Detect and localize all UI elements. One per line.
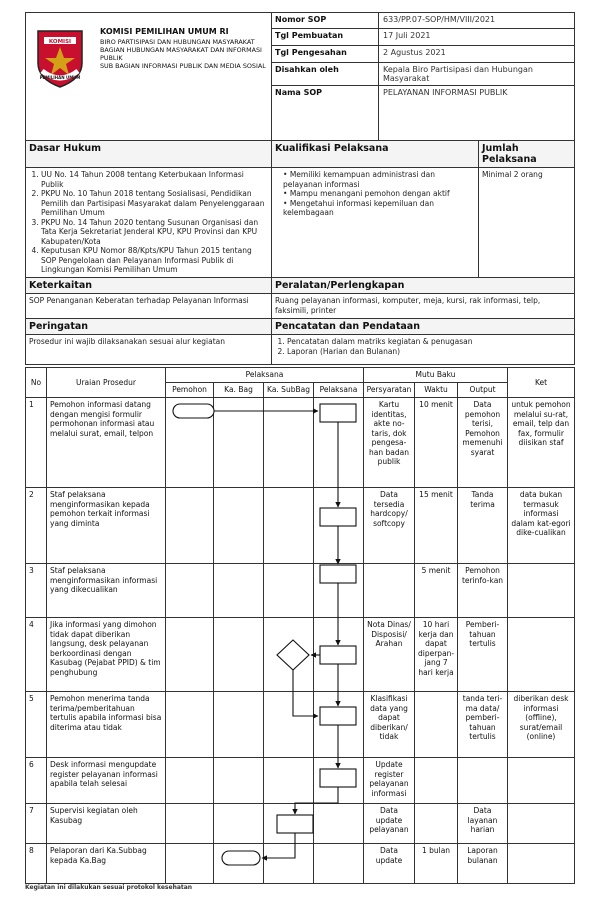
- logo-bottom-text: PEMILIHAN UMUM: [39, 75, 81, 80]
- lane-pelaksana: [314, 618, 364, 692]
- equipment-title: Peralatan/Perlengkapan: [272, 278, 575, 294]
- step-output: Data pemohon terisi, Pemohon memenuhi syarat: [458, 398, 508, 488]
- related-value: SOP Penanganan Keberatan terhadap Pelayanan Informasi: [26, 294, 272, 319]
- step-note: untuk pemohon melalui su-rat, email, telp dan fax, formulir diisikan staf: [508, 398, 575, 488]
- lane-pelaksana: [314, 804, 364, 844]
- col-waktu: Waktu: [415, 383, 458, 398]
- step-output: Laporan bulanan: [458, 844, 508, 884]
- lane-kasubbag: [264, 758, 314, 804]
- recording-item: 2. Laporan (Harian dan Bulanan): [287, 347, 571, 357]
- procedure-row: [26, 618, 575, 692]
- step-description: Jika informasi yang dimohon tidak dapat diberikan langsung, desk pelayanan berkoordinasi dengan Kasubag (Pejabat PPID) & tim penghubung: [47, 618, 166, 692]
- col-syarat: Persyaratan: [364, 383, 415, 398]
- lane-kasubbag: [264, 398, 314, 488]
- created-date-label: Tgl Pembuatan: [272, 29, 379, 46]
- step-number: 5: [26, 692, 47, 758]
- col-ket: Ket: [508, 368, 575, 398]
- recording-item: 1. Pencatatan dalam matriks kegiatan & penugasan: [287, 337, 571, 347]
- lane-pelaksana: [314, 564, 364, 618]
- role-kabag: Ka. Bag: [214, 383, 264, 398]
- kpu-logo-icon: [34, 27, 86, 89]
- sop-name-label: Nama SOP: [272, 86, 379, 147]
- step-description: Pemohon menerima tanda terima/pemberitahuan tertulis apabila informasi bisa diterima atau tidak: [47, 692, 166, 758]
- step-note: [508, 758, 575, 804]
- recording-list: [272, 335, 575, 365]
- staff-count-title: Jumlah Pelaksana: [479, 141, 575, 168]
- step-requirement: Klasifikasi data yang dapat diberikan/ tidak: [364, 692, 415, 758]
- step-note: [508, 564, 575, 618]
- org-name: KOMISI PEMILIHAN UMUM RI: [100, 27, 229, 36]
- lane-kabag: [214, 564, 264, 618]
- lane-kabag: [214, 804, 264, 844]
- step-number: 1: [26, 398, 47, 488]
- step-requirement: Data update: [364, 844, 415, 884]
- lane-kabag: [214, 844, 264, 884]
- sop-number-value: 633/PP.07-SOP/HM/VIII/2021: [379, 13, 575, 29]
- role-pemohon: Pemohon: [166, 383, 214, 398]
- step-time: 1 bulan: [415, 844, 458, 884]
- sop-number-label: Nomor SOP: [272, 13, 379, 29]
- legal-basis-item: 3. PKPU No. 14 Tahun 2020 tentang Susunan Organisasi dan Tata Kerja Sekretariat Jenderal KPU, KPU Provinsi dan KPU Kabupaten/Kota: [41, 218, 268, 247]
- step-description: Desk informasi mengupdate register pelayanan informasi apabila telah selesai: [47, 758, 166, 804]
- lane-kasubbag: [264, 618, 314, 692]
- step-output: Pemohon terinfo-kan: [458, 564, 508, 618]
- qualification-list: [272, 168, 479, 278]
- lane-pelaksana: [314, 844, 364, 884]
- col-mutu: Mutu Baku: [364, 368, 508, 383]
- step-note: diberikan desk informasi (offline), surat/email (online): [508, 692, 575, 758]
- step-description: Pelaporan dari Ka.Subbag kepada Ka.Bag: [47, 844, 166, 884]
- lane-pelaksana: [314, 488, 364, 564]
- step-number: 6: [26, 758, 47, 804]
- step-time: 10 menit: [415, 398, 458, 488]
- org-block: [26, 13, 272, 147]
- step-output: Data layanan harian: [458, 804, 508, 844]
- lane-pemohon: [166, 692, 214, 758]
- lane-pelaksana: [314, 692, 364, 758]
- procedure-table: [25, 367, 575, 884]
- related-title: Keterkaitan: [26, 278, 272, 294]
- step-number: 4: [26, 618, 47, 692]
- lane-pemohon: [166, 758, 214, 804]
- step-number: 2: [26, 488, 47, 564]
- role-kasubbag: Ka. SubBag: [264, 383, 314, 398]
- procedure-row: [26, 692, 575, 758]
- legal-basis-item: 4. Keputusan KPU Nomor 88/Kpts/KPU Tahun 2015 tentang SOP Pengelolaan dan Pelayanan Informasi Publik di Lingkungan Komisi Pemilihan Umum: [41, 246, 268, 275]
- step-output: tanda teri-ma data/ pemberi-tahuan tertulis: [458, 692, 508, 758]
- step-number: 7: [26, 804, 47, 844]
- lane-pemohon: [166, 618, 214, 692]
- lane-kabag: [214, 758, 264, 804]
- col-no: No: [26, 368, 47, 398]
- qualification-title: Kualifikasi Pelaksana: [272, 141, 479, 168]
- procedure-row: [26, 398, 575, 488]
- legal-basis-item: 1. UU No. 14 Tahun 2008 tentang Keterbukaan Informasi Publik: [41, 170, 268, 189]
- org-line: BAGIAN HUBUNGAN MASYARAKAT DAN INFORMASI PUBLIK: [100, 46, 262, 62]
- lane-kabag: [214, 398, 264, 488]
- step-requirement: Kartu identitas, akte no-taris, dok pengesa-han badan publik: [364, 398, 415, 488]
- qualification-item: • Mengetahui informasi kepemiluan dan kelembagaan: [283, 199, 475, 218]
- procedure-row: [26, 488, 575, 564]
- step-requirement: Data tersedia hardcopy/ softcopy: [364, 488, 415, 564]
- lane-pemohon: [166, 804, 214, 844]
- lane-pelaksana: [314, 398, 364, 488]
- step-time: [415, 692, 458, 758]
- approved-date-value: 2 Agustus 2021: [379, 46, 575, 63]
- step-requirement: Data update pelayanan: [364, 804, 415, 844]
- col-pelaksana: Pelaksana: [166, 368, 364, 383]
- step-note: [508, 804, 575, 844]
- step-output: [458, 758, 508, 804]
- step-requirement: [364, 564, 415, 618]
- lane-kasubbag: [264, 488, 314, 564]
- step-note: data bukan termasuk informasi dalam kat-egori dike-cualikan: [508, 488, 575, 564]
- role-pelaksana: Pelaksana: [314, 383, 364, 398]
- lane-pemohon: [166, 398, 214, 488]
- qualification-item: • Memiliki kemampuan administrasi dan pelayanan informasi: [283, 170, 475, 189]
- lane-pemohon: [166, 844, 214, 884]
- equipment-value: Ruang pelayanan informasi, komputer, meja, kursi, rak informasi, telp, faksimili, printer: [272, 294, 575, 319]
- footer-note: Kegiatan ini dilakukan sesuai protokol kesehatan: [25, 884, 193, 891]
- step-note: [508, 844, 575, 884]
- procedure-row: [26, 758, 575, 804]
- legal-basis-title: Dasar Hukum: [26, 141, 272, 168]
- legal-basis-list: [26, 168, 272, 278]
- lane-kasubbag: [264, 804, 314, 844]
- step-time: 15 menit: [415, 488, 458, 564]
- lane-kasubbag: [264, 692, 314, 758]
- procedure-row: [26, 844, 575, 884]
- org-line: BIRO PARTISIPASI DAN HUBUNGAN MASYARAKAT: [100, 38, 255, 46]
- approved-by-value: Kepala Biro Partisipasi dan Hubungan Masyarakat: [379, 63, 575, 86]
- legal-basis-item: 2. PKPU No. 10 Tahun 2018 tentang Sosialisasi, Pendidikan Pemilih dan Partisipasi Masyarakat dalam Penyelenggaraan Pemilihan Umum: [41, 189, 268, 218]
- warning-title: Peringatan: [26, 319, 272, 335]
- logo-top-text: KOMISI: [48, 39, 72, 45]
- org-lines: [100, 38, 268, 70]
- step-time: [415, 804, 458, 844]
- created-date-value: 17 Juli 2021: [379, 29, 575, 46]
- sop-name-value: PELAYANAN INFORMASI PUBLIK: [379, 86, 575, 147]
- step-description: Staf pelaksana menginformasikan informasi yang dikecualikan: [47, 564, 166, 618]
- staff-count-value: Minimal 2 orang: [479, 168, 575, 278]
- approved-by-label: Disahkan oleh: [272, 63, 379, 86]
- lane-kabag: [214, 488, 264, 564]
- step-time: 10 hari kerja dan dapat diperpan-jang 7 hari kerja: [415, 618, 458, 692]
- lane-kabag: [214, 692, 264, 758]
- sop-info: [25, 140, 575, 365]
- step-output: Pemberi-tahuan tertulis: [458, 618, 508, 692]
- step-description: Staf pelaksana menginformasikan kepada pemohon terkait informasi yang diminta: [47, 488, 166, 564]
- procedure-row: [26, 804, 575, 844]
- lane-pemohon: [166, 488, 214, 564]
- qualification-item: • Mampu menangani pemohon dengan aktif: [283, 189, 475, 199]
- warning-value: Prosedur ini wajib dilaksanakan sesuai alur kegiatan: [26, 335, 272, 365]
- step-time: 5 menit: [415, 564, 458, 618]
- step-number: 3: [26, 564, 47, 618]
- org-line: SUB BAGIAN INFORMASI PUBLIK DAN MEDIA SOSIAL: [100, 62, 266, 70]
- lane-pelaksana: [314, 758, 364, 804]
- step-requirement: Update register pelayanan informasi: [364, 758, 415, 804]
- lane-kabag: [214, 618, 264, 692]
- lane-kasubbag: [264, 844, 314, 884]
- recording-title: Pencatatan dan Pendataan: [272, 319, 575, 335]
- step-number: 8: [26, 844, 47, 884]
- step-output: Tanda terima: [458, 488, 508, 564]
- step-time: [415, 758, 458, 804]
- approved-date-label: Tgl Pengesahan: [272, 46, 379, 63]
- lane-pemohon: [166, 564, 214, 618]
- step-description: Pemohon informasi datang dengan mengisi formulir permohonan informasi atau melalui surat, email, telpon: [47, 398, 166, 488]
- step-requirement: Nota Dinas/ Disposisi/ Arahan: [364, 618, 415, 692]
- step-description: Supervisi kegiatan oleh Kasubag: [47, 804, 166, 844]
- step-note: [508, 618, 575, 692]
- sop-header: [25, 12, 575, 147]
- procedure-row: [26, 564, 575, 618]
- col-uraian: Uraian Prosedur: [47, 368, 166, 398]
- lane-kasubbag: [264, 564, 314, 618]
- col-output: Output: [458, 383, 508, 398]
